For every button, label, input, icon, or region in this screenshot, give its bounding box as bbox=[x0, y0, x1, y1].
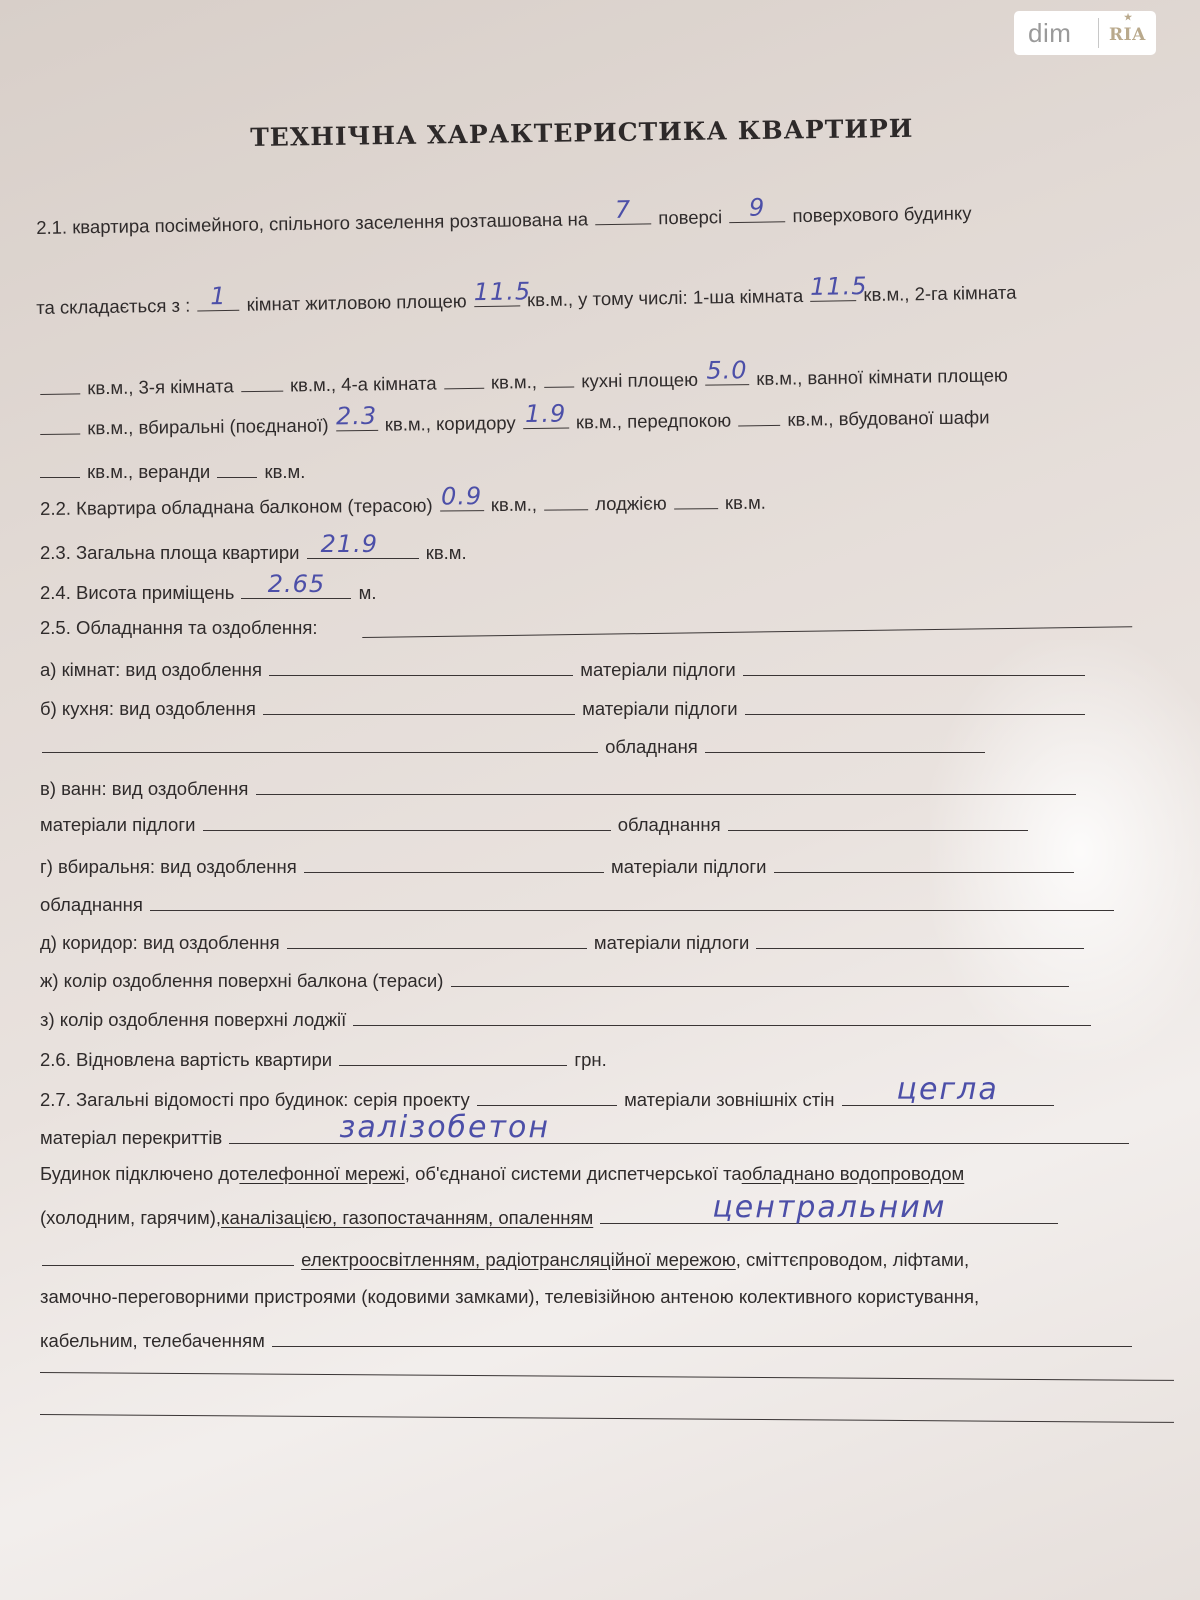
wc-floor-field bbox=[774, 852, 1074, 873]
wc-finish-field bbox=[304, 852, 604, 873]
label: грн. bbox=[574, 1049, 607, 1070]
section-2-5-b-equipment bbox=[40, 732, 987, 758]
section-2-1-line-1 bbox=[36, 193, 972, 239]
section-2-3 bbox=[40, 530, 467, 564]
label: 2.7. Загальні відомості про будинок: серія проекту bbox=[40, 1089, 470, 1110]
kitchen-equipment-field bbox=[705, 732, 985, 753]
label: матеріал перекриттів bbox=[40, 1127, 223, 1148]
utilities-field bbox=[42, 1245, 294, 1266]
bath-floor-field bbox=[203, 810, 611, 831]
section-2-7-line-5 bbox=[40, 1245, 969, 1271]
label: , об'єднаної системи диспетчерської та bbox=[404, 1163, 742, 1184]
kitchen-finish-field bbox=[263, 694, 575, 715]
empty-rule-2 bbox=[40, 1414, 1174, 1423]
kitchen-floor-field bbox=[745, 694, 1085, 715]
label: (холодним, гарячим), bbox=[40, 1207, 222, 1228]
label: 2.6. Відновлена вартість квартири bbox=[40, 1049, 333, 1070]
label: матеріали підлоги bbox=[582, 698, 738, 719]
label: д) коридор: вид оздоблення bbox=[40, 932, 280, 953]
heating-field bbox=[600, 1190, 1058, 1225]
label: кв.м., ванної кімнати площею bbox=[756, 364, 1008, 389]
label: г) вбиральня: вид оздоблення bbox=[40, 856, 297, 877]
label: 2.2. Квартира обладнана балконом (терасою) bbox=[40, 494, 433, 519]
label: матеріали підлоги bbox=[593, 932, 750, 953]
label: в) ванн: вид оздоблення bbox=[40, 778, 249, 799]
room3-field bbox=[241, 371, 283, 393]
section-2-7-line-4 bbox=[40, 1190, 1060, 1229]
section-2-5-e bbox=[40, 928, 1086, 954]
height-field bbox=[241, 570, 351, 599]
logo-divider bbox=[1098, 18, 1099, 48]
wc-field bbox=[335, 401, 378, 432]
label: обладнано водопроводом bbox=[741, 1163, 965, 1184]
label: кв.м., у тому числі: 1-ша кімната bbox=[526, 284, 804, 311]
label: кв.м., bbox=[490, 493, 538, 516]
label: 2.3. Загальна площа квартири bbox=[40, 542, 300, 563]
label: 2.5. Обладнання та оздоблення: bbox=[40, 617, 318, 638]
label: 2.1. квартира посімейного, спільного заселення розташована на bbox=[36, 208, 589, 238]
bath-finish-field bbox=[256, 774, 1076, 795]
project-series-field bbox=[477, 1085, 617, 1106]
loggia-color-field bbox=[353, 1005, 1091, 1026]
section-2-1-line-3 bbox=[38, 356, 1008, 400]
section-2-5-c-floor bbox=[40, 810, 1030, 836]
label: матеріали підлоги bbox=[40, 814, 196, 835]
section-2-2 bbox=[40, 482, 766, 520]
floors-total-value: 9 bbox=[748, 193, 766, 222]
label: каналізацією, газопостачанням, опаленням bbox=[221, 1207, 594, 1228]
rooms-finish-field bbox=[269, 655, 573, 676]
label: матеріали підлоги bbox=[580, 659, 736, 680]
wc-equipment-field bbox=[150, 890, 1114, 911]
section-2-6 bbox=[40, 1045, 607, 1071]
label: Будинок підключено до bbox=[40, 1163, 240, 1184]
total-area-field bbox=[307, 530, 419, 559]
section-2-7-line-7 bbox=[40, 1326, 1134, 1352]
label: а) кімнат: вид оздоблення bbox=[40, 659, 262, 680]
loggia-field bbox=[674, 488, 718, 509]
label: 2.4. Висота приміщень bbox=[40, 582, 235, 603]
logo-dim-text: dim bbox=[1028, 17, 1072, 48]
label: кімнат житловою площею bbox=[246, 290, 467, 315]
rooms-value: 1 bbox=[209, 282, 227, 311]
section-2-5-c bbox=[40, 774, 1078, 800]
section-2-5-d-equipment bbox=[40, 890, 1116, 916]
page-title: ТЕХНІЧНА ХАРАКТЕРИСТИКА КВАРТИРИ bbox=[250, 113, 914, 152]
total-area-value: 21.9 bbox=[320, 530, 379, 558]
section-2-5-d bbox=[40, 852, 1076, 878]
hallway-field bbox=[738, 405, 780, 427]
section-2-7-line-2 bbox=[40, 1110, 1131, 1149]
label: кв.м. bbox=[425, 542, 467, 563]
room1-value: 11.5 bbox=[809, 271, 868, 301]
label: кухні площею bbox=[581, 368, 699, 392]
section-2-7-line-6 bbox=[40, 1286, 979, 1308]
section-2-5-g bbox=[40, 1005, 1093, 1031]
label: обладнання bbox=[617, 814, 721, 835]
rooms-floor-field bbox=[743, 655, 1085, 676]
label: лоджією bbox=[595, 492, 667, 515]
label: матеріали підлоги bbox=[611, 856, 767, 877]
floor-field bbox=[595, 195, 651, 225]
wc-value: 2.3 bbox=[335, 401, 378, 431]
label: поверхового будинку bbox=[792, 202, 972, 227]
section-2-5-a bbox=[40, 655, 1087, 681]
logo-ria-text: ★ RIA bbox=[1109, 25, 1146, 45]
label: телефонної мережі bbox=[239, 1163, 405, 1184]
closet-field bbox=[40, 457, 80, 478]
label: обладнання bbox=[40, 894, 143, 915]
section-2-7-line-3 bbox=[40, 1163, 964, 1185]
label: ж) колір оздоблення поверхні балкона (тераси) bbox=[40, 970, 444, 991]
label: кв.м., 2-га кімната bbox=[863, 281, 1017, 306]
balcony-value: 0.9 bbox=[440, 482, 483, 511]
section-2-5-b bbox=[40, 694, 1087, 720]
corridor-value: 1.9 bbox=[524, 399, 567, 429]
label: кв.м., передпокою bbox=[575, 409, 732, 433]
label: електроосвітленням, радіотрансляційної мережою bbox=[301, 1249, 736, 1270]
veranda-field bbox=[217, 457, 257, 478]
label: кв.м. bbox=[724, 491, 766, 514]
living-area-field bbox=[473, 277, 532, 307]
balcony-field bbox=[440, 482, 484, 511]
loggia-blank-1 bbox=[544, 489, 588, 510]
kitchen-value: 5.0 bbox=[706, 356, 748, 385]
empty-rule-1 bbox=[40, 1372, 1174, 1381]
dimria-logo bbox=[1014, 11, 1156, 55]
section-2-7-line-1 bbox=[40, 1072, 1056, 1111]
label: м. bbox=[358, 582, 377, 603]
walls-field bbox=[842, 1072, 1054, 1107]
kitchen-extra-field bbox=[42, 732, 598, 753]
balcony-color-field bbox=[451, 966, 1069, 987]
section-2-4 bbox=[40, 570, 377, 604]
label: кв.м., коридору bbox=[384, 412, 516, 435]
label: , сміттєпроводом, ліфтами, bbox=[735, 1249, 970, 1270]
ceilings-field bbox=[229, 1110, 1129, 1145]
label: поверсі bbox=[658, 206, 723, 229]
label: кв.м., bbox=[490, 371, 538, 393]
label: кв.м., 4-а кімната bbox=[289, 372, 437, 396]
label: кв.м., веранди bbox=[87, 461, 211, 482]
label: обладнаня bbox=[605, 736, 698, 757]
label: та складається з : bbox=[36, 294, 191, 318]
heating-value: центральним bbox=[712, 1190, 947, 1225]
corridor-finish-field bbox=[287, 928, 587, 949]
bath-equipment-field bbox=[728, 810, 1028, 831]
ceilings-value: залізобетон bbox=[339, 1110, 550, 1145]
cable-tv-field bbox=[272, 1326, 1132, 1347]
label: кв.м. bbox=[264, 461, 306, 482]
label: кабельним, телебаченням bbox=[40, 1330, 265, 1351]
section-2-5-f bbox=[40, 966, 1071, 992]
label: кв.м., вбиральні (поєднаної) bbox=[87, 414, 329, 439]
room1-field bbox=[809, 271, 868, 302]
section-2-5-title bbox=[40, 617, 318, 639]
rooms-field bbox=[197, 282, 239, 312]
floors-total-field bbox=[729, 193, 785, 223]
section-2-1-line-2 bbox=[36, 271, 1017, 319]
floor-value: 7 bbox=[614, 195, 632, 224]
corridor-field bbox=[523, 399, 569, 430]
bathroom-field bbox=[40, 413, 80, 434]
rule bbox=[362, 606, 1132, 638]
corridor-floor-field bbox=[756, 928, 1084, 949]
label: з) колір оздоблення поверхні лоджії bbox=[40, 1009, 347, 1030]
section-2-1-line-5 bbox=[38, 457, 305, 483]
label: матеріали зовнішніх стін bbox=[624, 1089, 835, 1110]
kitchen-field bbox=[705, 356, 749, 386]
label: кв.м., вбудованої шафи bbox=[787, 406, 990, 430]
walls-value: цегла bbox=[896, 1072, 999, 1107]
height-value: 2.65 bbox=[267, 570, 326, 598]
living-area-value: 11.5 bbox=[473, 277, 532, 307]
room2-field bbox=[40, 373, 80, 395]
extra-field bbox=[544, 367, 574, 388]
room4-field bbox=[444, 368, 484, 390]
label: замочно-переговорними пристроями (кодовими замками), телевізійною антеною колективного користування, bbox=[40, 1286, 980, 1307]
label: кв.м., 3-я кімната bbox=[87, 375, 234, 399]
section-2-1-line-4 bbox=[38, 399, 990, 440]
cost-field bbox=[339, 1045, 567, 1066]
label: б) кухня: вид оздоблення bbox=[40, 698, 256, 719]
